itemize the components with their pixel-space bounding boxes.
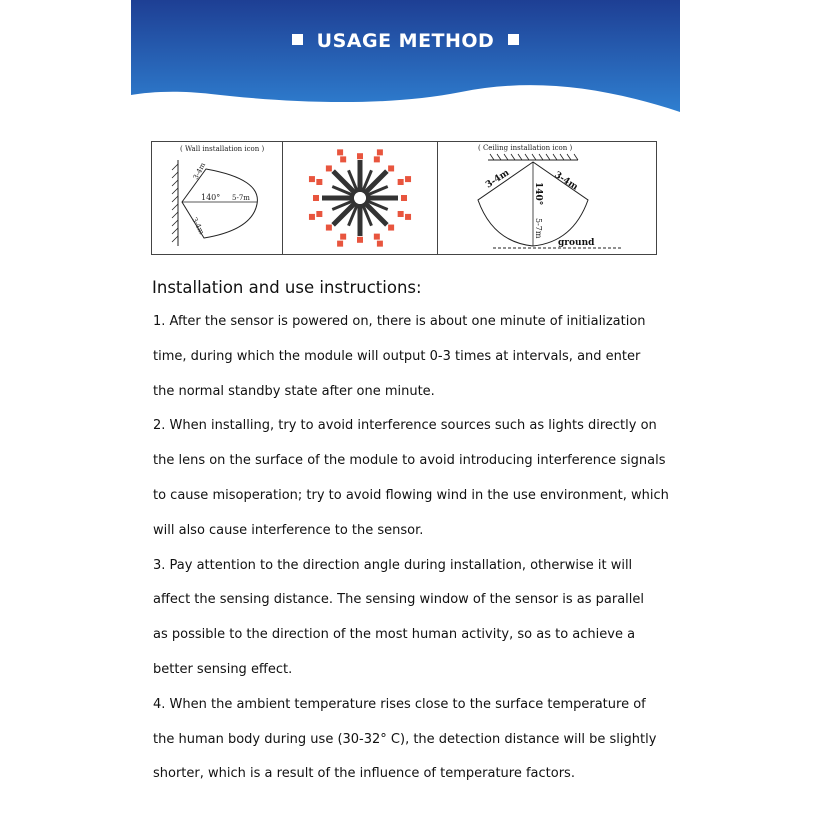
instruction-line: shorter, which is a result of the influence of temperature factors.: [153, 766, 575, 782]
detection-zone-square: [388, 165, 394, 171]
instruction-line: as possible to the direction of the most human activity, so as to achieve a: [153, 627, 636, 643]
detection-zone-square: [401, 195, 407, 201]
detection-zone-square: [313, 195, 319, 201]
detection-zone-square: [316, 211, 322, 217]
instructions-heading: Installation and use instructions:: [152, 278, 422, 297]
ceiling-right-label: 3-4m: [552, 170, 580, 193]
detection-zone-square: [309, 214, 315, 220]
installation-diagrams: [151, 141, 657, 255]
ceiling-angle: 140°: [533, 182, 543, 206]
detection-zone-square: [309, 176, 315, 182]
instruction-line: will also cause interference to the sensor.: [153, 522, 424, 538]
wall-angle: 140°: [201, 193, 221, 202]
instruction-line: the lens on the surface of the module to avoid introducing interference signals: [153, 453, 666, 469]
detection-rays: [309, 149, 411, 246]
title-text: USAGE METHOD: [316, 30, 495, 52]
wall-distance-label: 5-7m: [232, 194, 250, 202]
detection-pattern-diagram: [283, 142, 437, 254]
instruction-line: the normal standby state after one minute.: [153, 383, 435, 399]
wall-height-label: 3-4m: [191, 161, 208, 181]
square-bullet-icon: [292, 34, 303, 45]
instruction-line: better sensing effect.: [153, 662, 293, 677]
page-title: [131, 30, 680, 52]
instruction-line: 3. Pay attention to the direction angle during installation, otherwise it will: [153, 557, 633, 573]
instruction-line: 1. After the sensor is powered on, there is about one minute of initialization: [153, 314, 646, 329]
square-bullet-icon: [508, 34, 519, 45]
instruction-line: the human body during use (30-32° C), the detection distance will be slightly: [153, 731, 657, 747]
detection-zone-square: [340, 156, 346, 162]
wall-diagram-graphic: [152, 142, 282, 254]
detection-zone-square: [374, 156, 380, 162]
detection-zone-square: [398, 179, 404, 185]
detection-zone-square: [340, 234, 346, 240]
detection-zone-square: [405, 214, 411, 220]
detection-zone-square: [316, 179, 322, 185]
detection-zone-square: [337, 149, 343, 155]
ceiling-installation-diagram: [437, 142, 657, 254]
instruction-line: 2. When installing, try to avoid interference sources such as lights directly on: [153, 418, 657, 434]
detection-zone-square: [377, 149, 383, 155]
detection-zone-square: [374, 234, 380, 240]
ceiling-diagram-graphic: [438, 142, 657, 254]
wall-caption: ( Wall installation icon ): [180, 145, 265, 153]
ceiling-caption: ( Ceiling installation icon ): [478, 144, 573, 152]
instruction-line: affect the sensing distance. The sensing window of the sensor is as parallel: [153, 592, 645, 608]
wall-lower-label: 3-4m: [190, 216, 206, 236]
wall-installation-diagram: [152, 142, 283, 254]
detection-pattern-graphic: [283, 142, 437, 254]
detection-zone-square: [398, 211, 404, 217]
ceiling-ground-label: ground: [558, 238, 595, 248]
header-banner: [131, 0, 680, 120]
detection-zone-square: [326, 225, 332, 231]
detection-zone-square: [388, 225, 394, 231]
detection-zone-square: [357, 237, 363, 243]
detection-zone-square: [357, 153, 363, 159]
instruction-line: 4. When the ambient temperature rises close to the surface temperature of: [153, 696, 646, 712]
detection-zone-square: [377, 241, 383, 247]
banner-background: [131, 0, 680, 120]
ceiling-distance-label: 5-7m: [534, 218, 543, 239]
detection-zone-square: [405, 176, 411, 182]
instruction-line: to cause misoperation; try to avoid flowing wind in the use environment, which: [153, 488, 669, 503]
instruction-line: time, during which the module will output 0-3 times at intervals, and enter: [153, 348, 641, 364]
detection-zone-square: [326, 165, 332, 171]
detection-zone-square: [337, 241, 343, 247]
ceiling-left-label: 3-4m: [484, 168, 512, 191]
